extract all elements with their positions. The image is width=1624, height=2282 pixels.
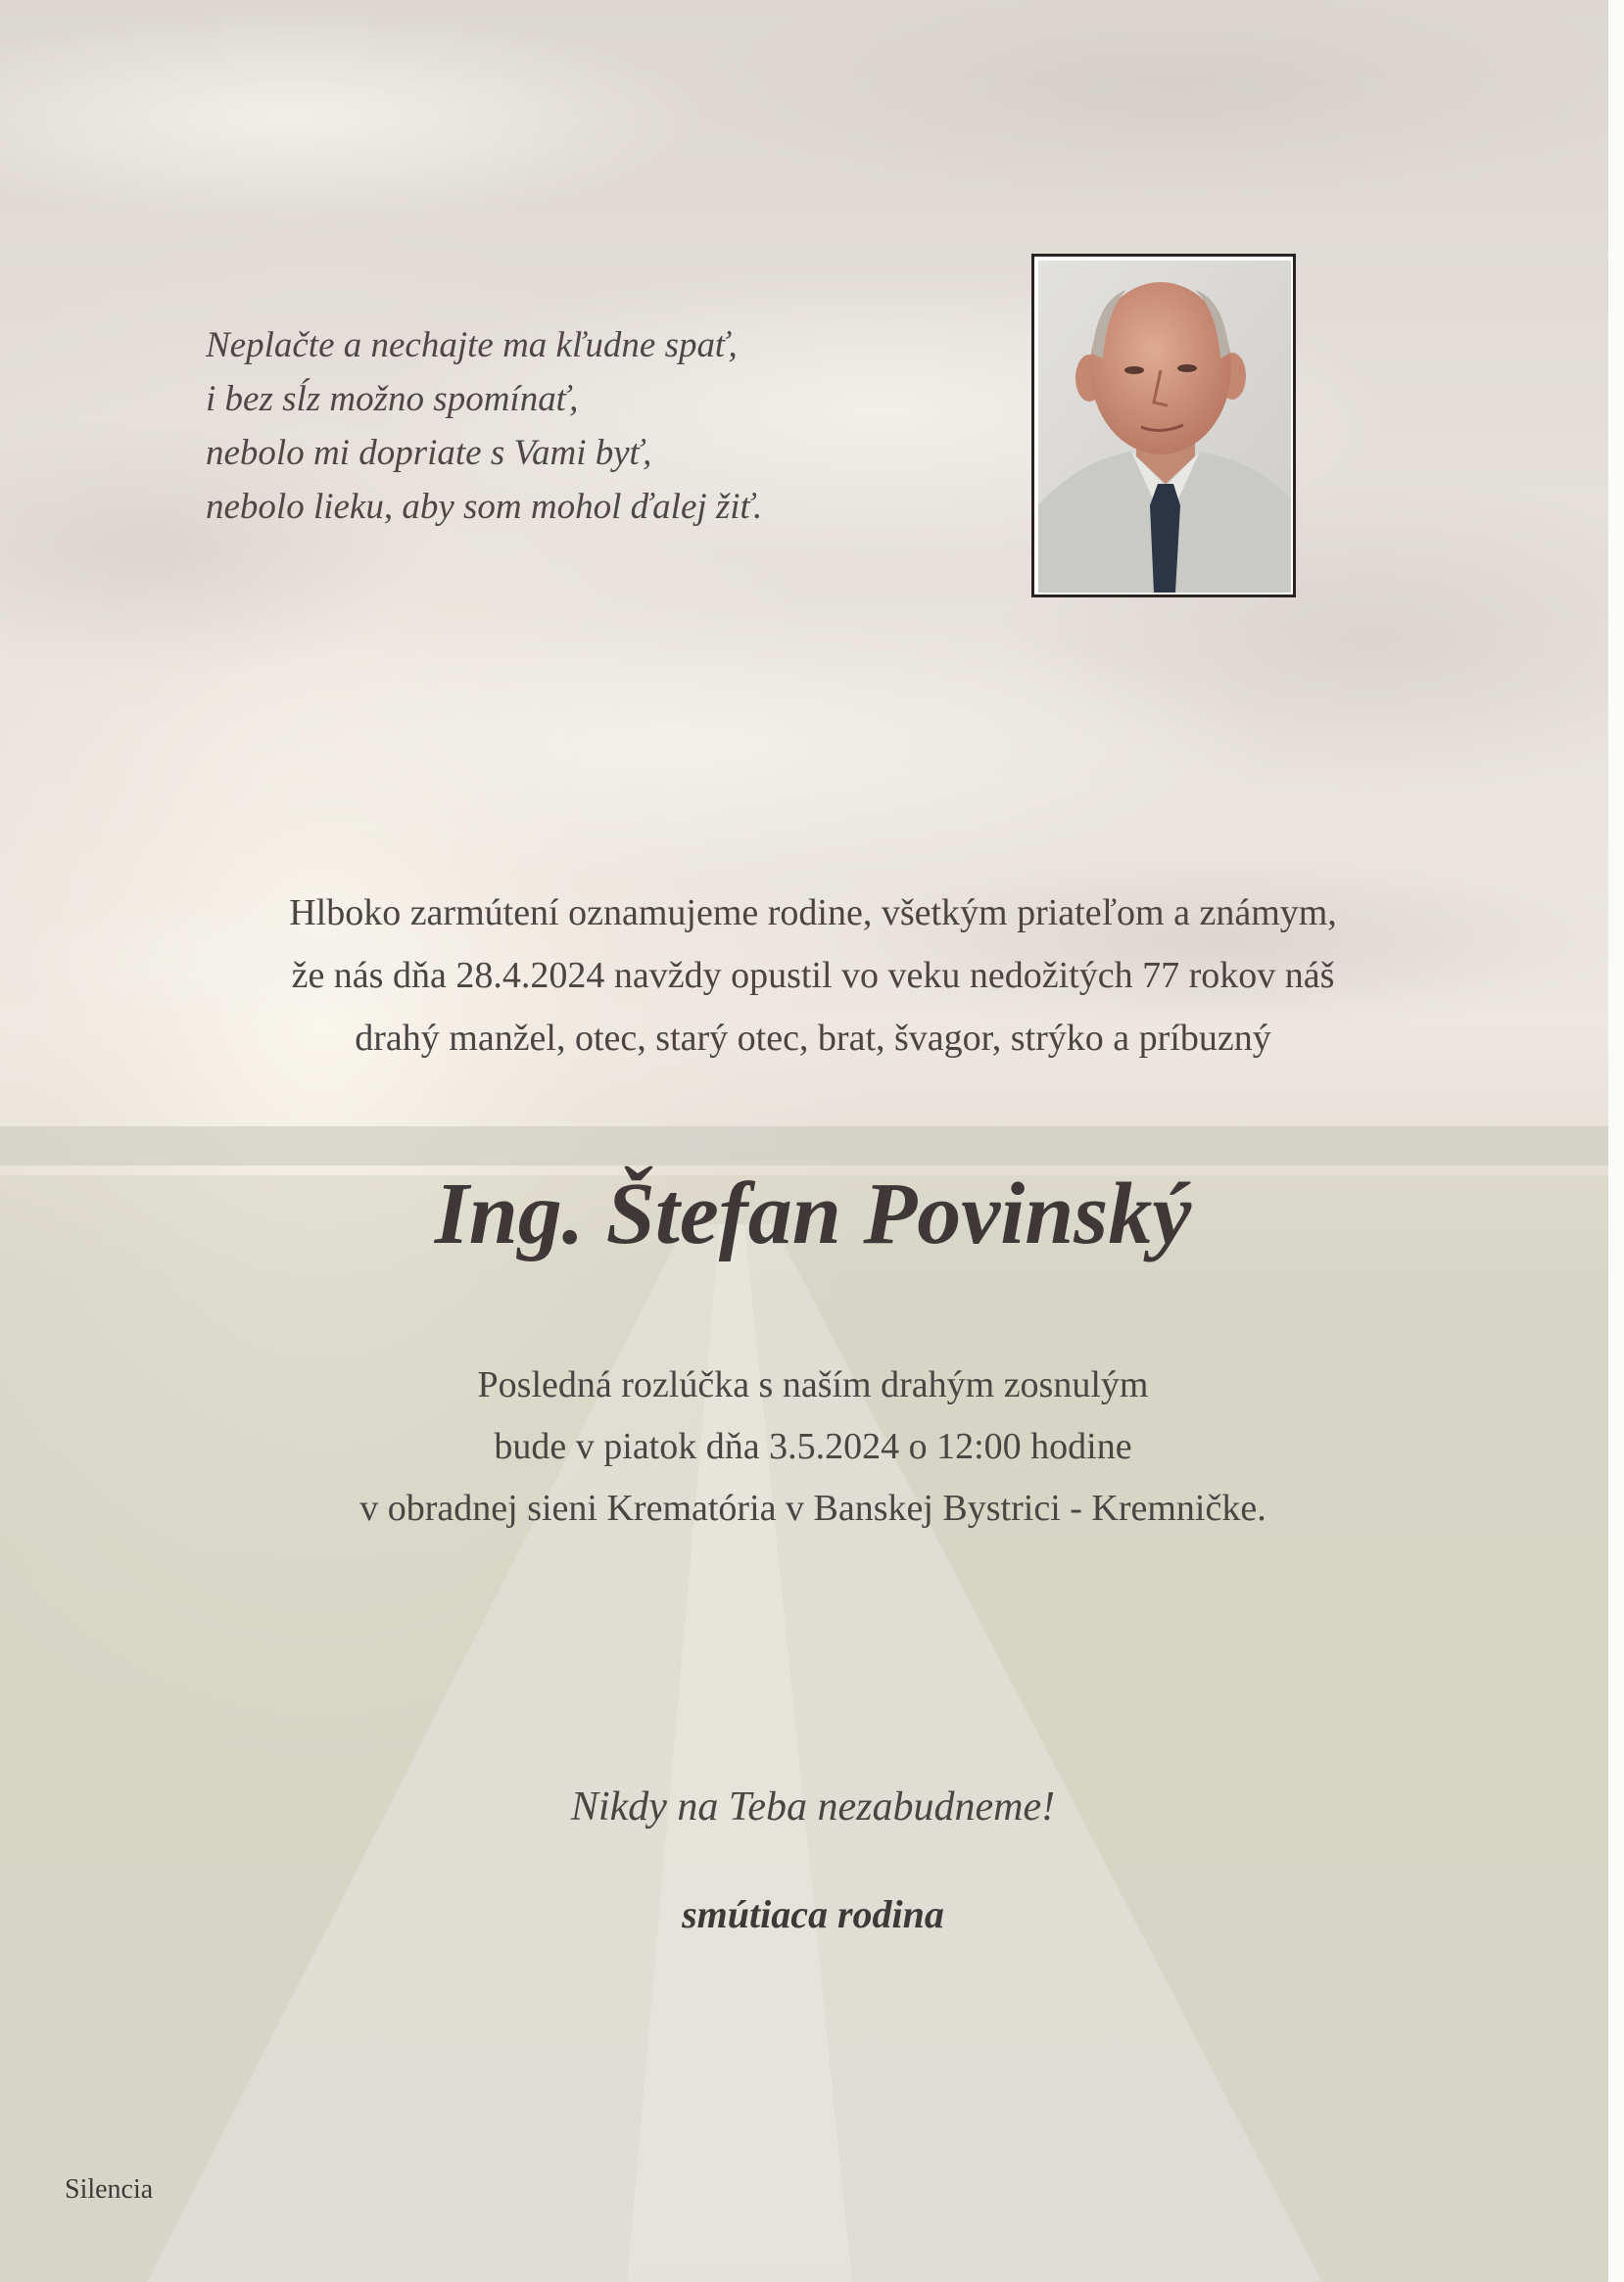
family-signature: smútiaca rodina [682,1892,944,1936]
funeral-line: v obradnej sieni Krematória v Banskej Bystrici - Kremničke. [359,1488,1266,1529]
death-announcement [118,881,1508,1070]
deceased-name: Ing. Štefan Povinský [434,1165,1192,1262]
announcement-line: že nás dňa 28.4.2024 navždy opustil vo veku nedožitých 77 rokov náš [291,955,1335,996]
funeral-line: Posledná rozlúčka s naším drahým zosnulým [477,1364,1149,1405]
announcement-line: Hlboko zarmútení oznamujeme rodine, všetkým priateľom a známym, [289,892,1337,933]
poem-line: i bez sĺz možno spomínať, [206,379,579,419]
memorial-poem [206,318,891,534]
funeral-details [118,1355,1508,1540]
closing-phrase: Nikdy na Teba nezabudneme! [570,1784,1056,1830]
announcement-line: drahý manžel, otec, starý otec, brat, švagor, strýko a príbuzný [355,1018,1271,1059]
poem-line: Neplačte a nechajte ma kľudne spať, [206,325,738,365]
agency-name: Silencia [65,2174,154,2205]
page-margin [1608,0,1624,2282]
poem-line: nebolo mi dopriate s Vami byť, [206,433,652,473]
portrait-photo [1031,254,1296,597]
funeral-line: bude v piatok dňa 3.5.2024 o 12:00 hodine [494,1426,1132,1467]
poem-line: nebolo lieku, aby som mohol ďalej žiť. [206,487,763,527]
